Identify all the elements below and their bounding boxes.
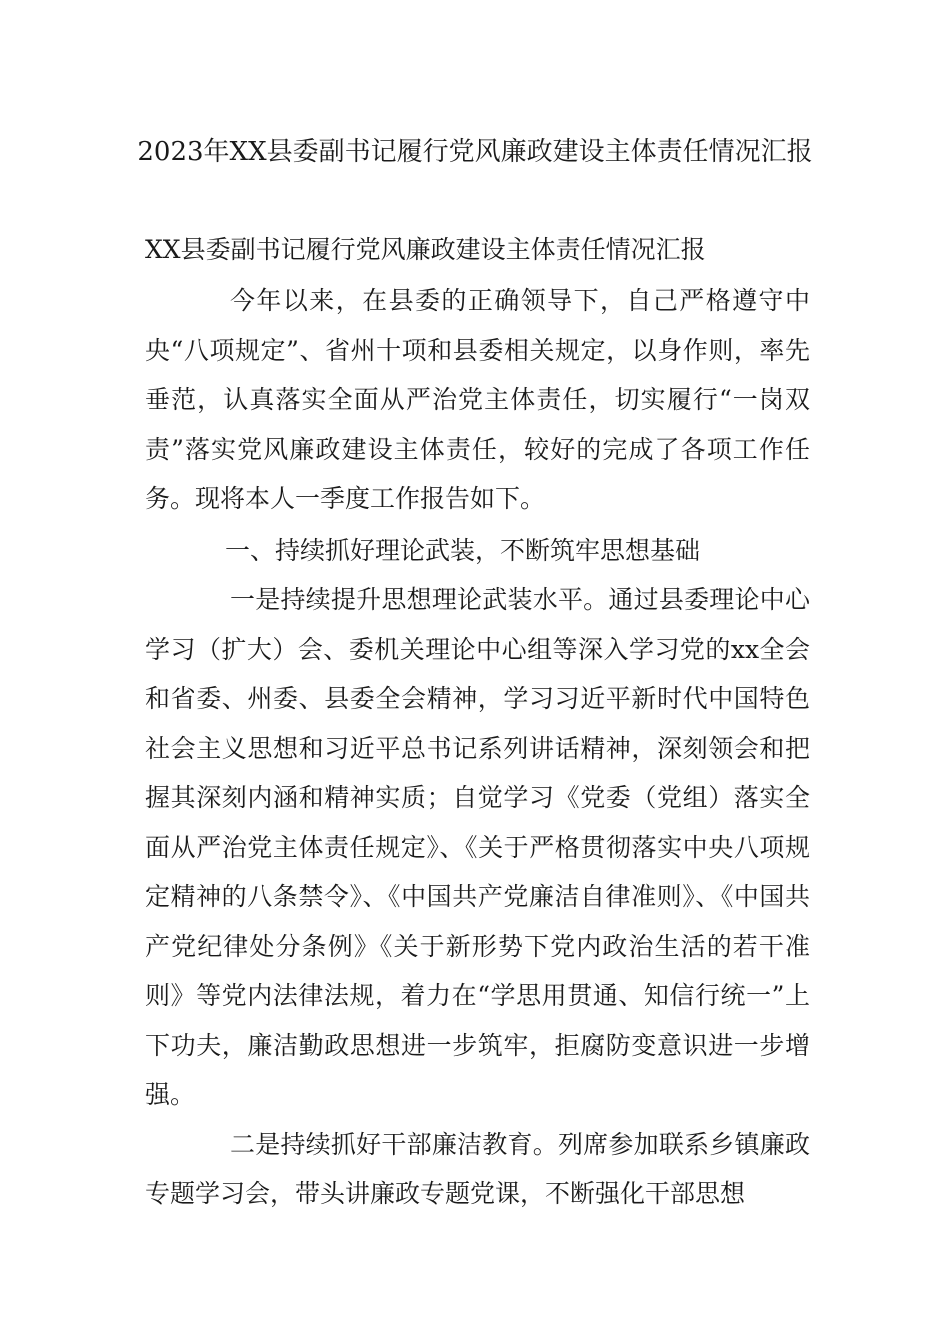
body-paragraph: 二是持续抓好干部廉洁教育。列席参加联系乡镇廉政专题学习会，带头讲廉政专题党课，不断强化干部思想 — [145, 1129, 810, 1208]
body-paragraph: 一是持续提升思想理论武装水平。通过县委理论中心学习（扩大）会、委机关理论中心组等深入学习党的xx全会和省委、州委、县委全会精神，学习习近平新时代中国特色社会主义思想和习近平总书记系列讲话精神，深刻领会和把握其深刻内涵和精神实质；自觉学习《党委（党组）落实全面从严治党主体责任规定》、《关于严格贯彻落实中央八项规定精神的八条禁令》、《中国共产党廉洁自律准则》、《中国共产党纪律处分条例》《关于新形势下党内政治生活的若干准则》等党内法律法规，着力在“学思用贯通、知信行统一”上下功夫，廉洁勤政思想进一步筑牢，拒腐防变意识进一步增强。 — [145, 585, 810, 1109]
document-subtitle: XX县委副书记履行党风廉政建设主体责任情况汇报 — [145, 235, 706, 264]
section-heading: 一、持续抓好理论武装，不断筑牢思想基础 — [225, 535, 701, 565]
intro-paragraph: 今年以来，在县委的正确领导下，自己严格遵守中央“八项规定”、省州十项和县委相关规定，以身作则，率先垂范，认真落实全面从严治党主体责任，切实履行“一岗双责”落实党风廉政建设主体责任，较好的完成了各项工作任务。现将本人一季度工作报告如下。 — [145, 286, 810, 513]
document-title: 2023年XX县委副书记履行党风廉政建设主体责任情况汇报 — [137, 137, 813, 167]
document-body — [145, 276, 810, 1219]
